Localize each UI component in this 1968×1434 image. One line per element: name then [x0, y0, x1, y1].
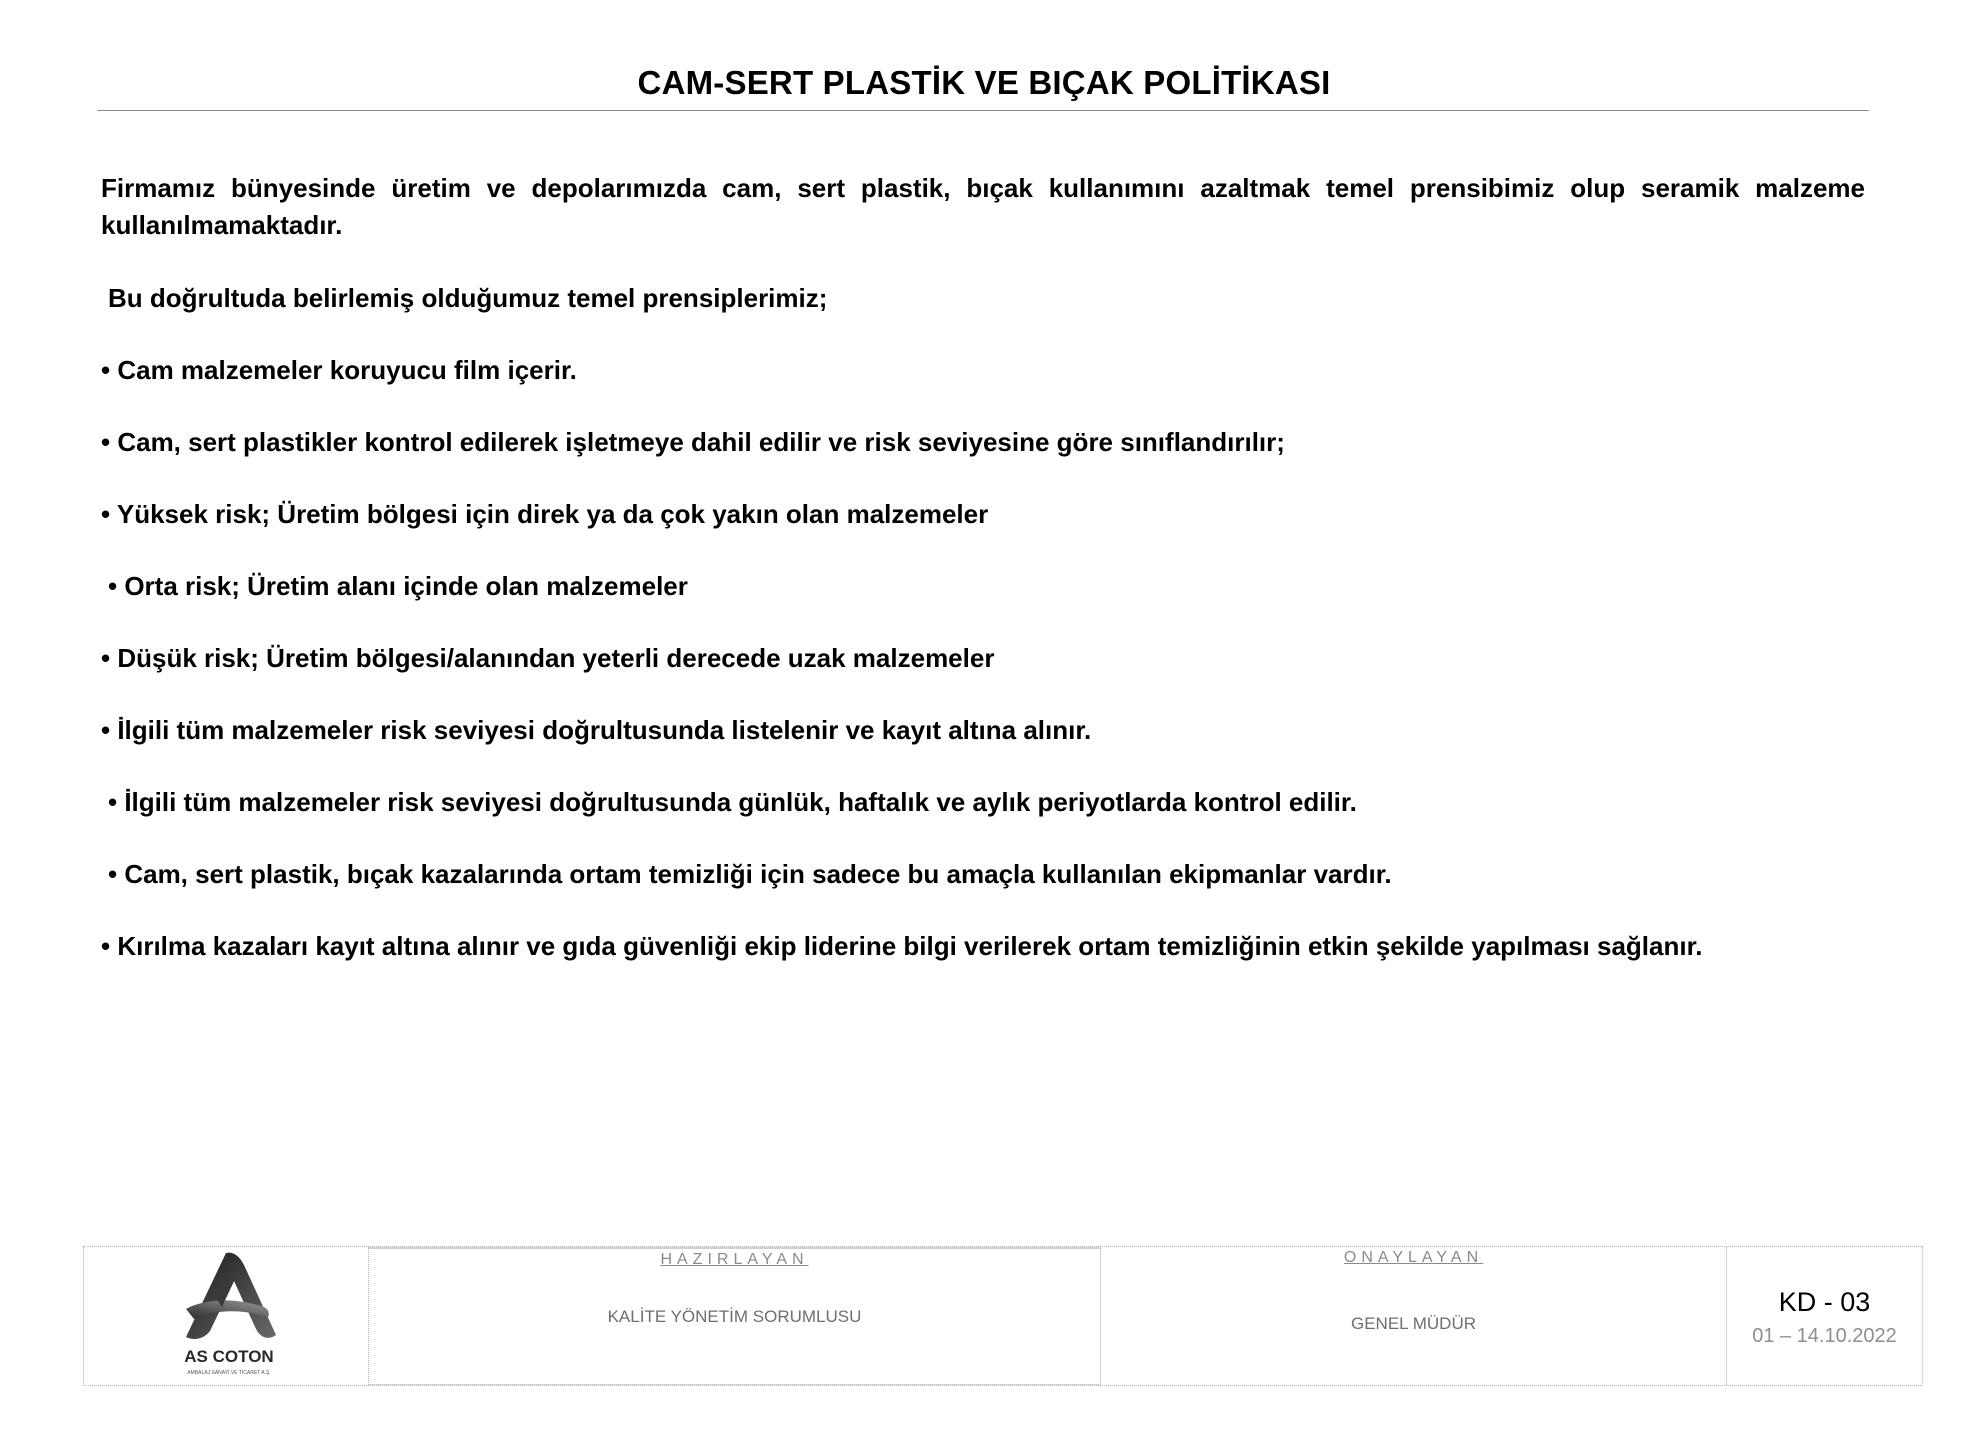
intro-paragraph: Firmamız bünyesinde üretim ve depolarımızda cam, sert plastik, bıçak kullanımını azaltmak temel prensibimiz olup seramik malzeme kullanılmamaktadır.: [101, 173, 1865, 240]
list-item: • Kırılma kazaları kayıt altına alınır ve gıda güvenliği ekip liderine bilgi verilerek ortam temizliğinin etkin şekilde yapılması sağlanır.: [101, 931, 1703, 961]
list-item: • Cam malzemeler koruyucu film içerir.: [101, 355, 577, 385]
list-item: • İlgili tüm malzemeler risk seviyesi doğrultusunda günlük, haftalık ve aylık periyotlarda kontrol edilir.: [108, 787, 1357, 817]
footer-approved-cell: [1101, 1247, 1727, 1385]
company-logo: [164, 1247, 294, 1385]
list-item: • Cam, sert plastikler kontrol edilerek işletmeye dahil edilir ve risk seviyesine göre sınıflandırılır;: [101, 427, 1285, 457]
approved-label: ONAYLAYAN: [1343, 1249, 1484, 1266]
list-item: • Orta risk; Üretim alanı içinde olan malzemeler: [108, 571, 688, 601]
footer-logo-cell: [84, 1247, 369, 1385]
list-item: • Yüksek risk; Üretim bölgesi için direk ya da çok yakın olan malzemeler: [101, 499, 989, 529]
prepared-by: KALİTE YÖNETİM SORUMLUSU: [607, 1307, 862, 1326]
principles-heading: Bu doğrultuda belirlemiş olduğumuz temel prensiplerimiz;: [108, 283, 828, 313]
approved-by: GENEL MÜDÜR: [1351, 1314, 1476, 1333]
logo-company-subtitle: AMBALAJ SANAYİ VE TİCARET A.Ş.: [187, 1370, 271, 1376]
title-divider: [97, 110, 1869, 111]
logo-company-name: AS COTON: [184, 1347, 274, 1366]
list-item: • Düşük risk; Üretim bölgesi/alanından yeterli derecede uzak malzemeler: [101, 643, 995, 673]
list-item: • İlgili tüm malzemeler risk seviyesi doğrultusunda listelenir ve kayıt altına alınır.: [101, 715, 1092, 745]
prepared-label: HAZIRLAYAN: [660, 1251, 809, 1268]
footer-prepared-cell: [369, 1247, 1101, 1385]
document-title: CAM-SERT PLASTİK VE BIÇAK POLİTİKASI: [637, 64, 1331, 101]
document-revision: 01 – 14.10.2022: [1752, 1325, 1897, 1347]
document-code: KD - 03: [1778, 1287, 1871, 1317]
document-footer-table: [83, 1246, 1923, 1386]
as-coton-logo-icon: [164, 1247, 294, 1347]
list-item: • Cam, sert plastik, bıçak kazalarında ortam temizliği için sadece bu amaçla kullanılan ekipmanlar vardır.: [108, 859, 1392, 889]
footer-code-cell: [1727, 1247, 1922, 1385]
